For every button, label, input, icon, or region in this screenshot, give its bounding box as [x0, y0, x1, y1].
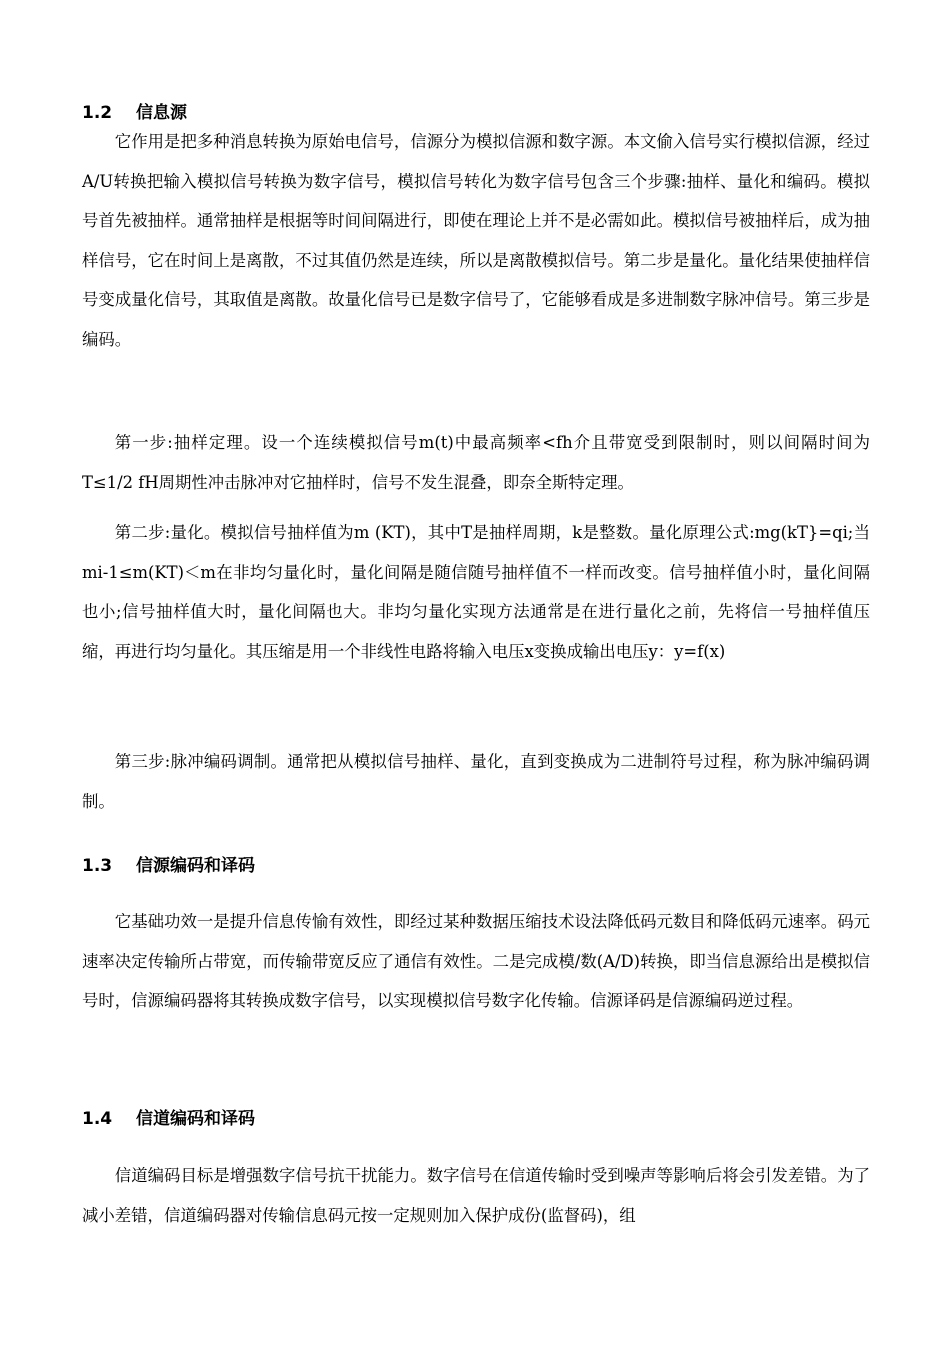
paragraph: 第三步:脉冲编码调制。通常把从模拟信号抽样、量化，直到变换成为二进制符号过程，称为脉冲编码调制。: [82, 752, 870, 811]
section-title: 信息源: [136, 103, 187, 123]
section-heading-1-4: [82, 1107, 255, 1131]
paragraph: 第二步:量化。模拟信号抽样值为m (KT)，其中T是抽样周期，k是整数。量化原理公式:mg(kT}=qi;当mi-1≤m(KT)＜m在非均匀量化时，量化间隔是随信随号抽样值不一样而改变。信号抽样值小时，量化间隔也小;信号抽样值大时，量化间隔也大。非均匀量化实现方法通常是在进行量化之前，先将信一号抽样值压缩，再进行均匀量化。其压缩是用一个非线性电路将输入电压x变换成输出电压y：y=f(x): [82, 523, 870, 661]
section-number: 1.2: [82, 103, 113, 123]
section-number: 1.3: [82, 856, 113, 876]
paragraph: 第一步:抽样定理。设一个连续模拟信号m(t)中最高频率<fh介且带宽受到限制时，则以间隔时间为T≤1/2 fH周期性冲击脉冲对它抽样时，信号不发生混叠，即奈全斯特定理。: [82, 433, 870, 492]
paragraph: 信道编码目标是增强数字信号抗干扰能力。数字信号在信道传输时受到噪声等影响后将会引发差错。为了减小差错，信道编码器对传输信息码元按一定规则加入保护成份(监督码)，组: [82, 1166, 870, 1225]
section-number: 1.4: [82, 1109, 113, 1129]
section-title: 信道编码和译码: [136, 1109, 255, 1129]
paragraph: 它作用是把多种消息转换为原始电信号，信源分为模拟信源和数字源。本文偷入信号实行模拟信源，经过A/U转换把输入模拟信号转换为数字信号，模拟信号转化为数字信号包含三个步骤:抽样、量化和编码。模拟号首先被抽样。通常抽样是根据等时间间隔进行，即使在理论上并不是必需如此。模拟信号被抽样后，成为抽样信号，它在时间上是离散，不过其值仍然是连续，所以是离散模拟信号。第二步是量化。量化结果使抽样信号变成量化信号，其取值是离散。故量化信号已是数字信号了，它能够看成是多进制数字脉冲信号。第三步是编码。: [82, 132, 870, 349]
paragraph: 它基础功效一是提升信息传愉有效性，即经过某种数据压缩技术设法降低码元数目和降低码元速率。码元速率决定传输所占带宽，而传输带宽反应了通信有效性。二是完成模/数(A/D)转换，即当信息源给出是模拟信号时，信源编码器将其转换成数字信号，以实现模拟信号数字化传输。信源译码是信源编码逆过程。: [82, 912, 870, 1010]
section-title: 信源编码和译码: [136, 856, 255, 876]
section-heading-1-3: [82, 854, 255, 878]
